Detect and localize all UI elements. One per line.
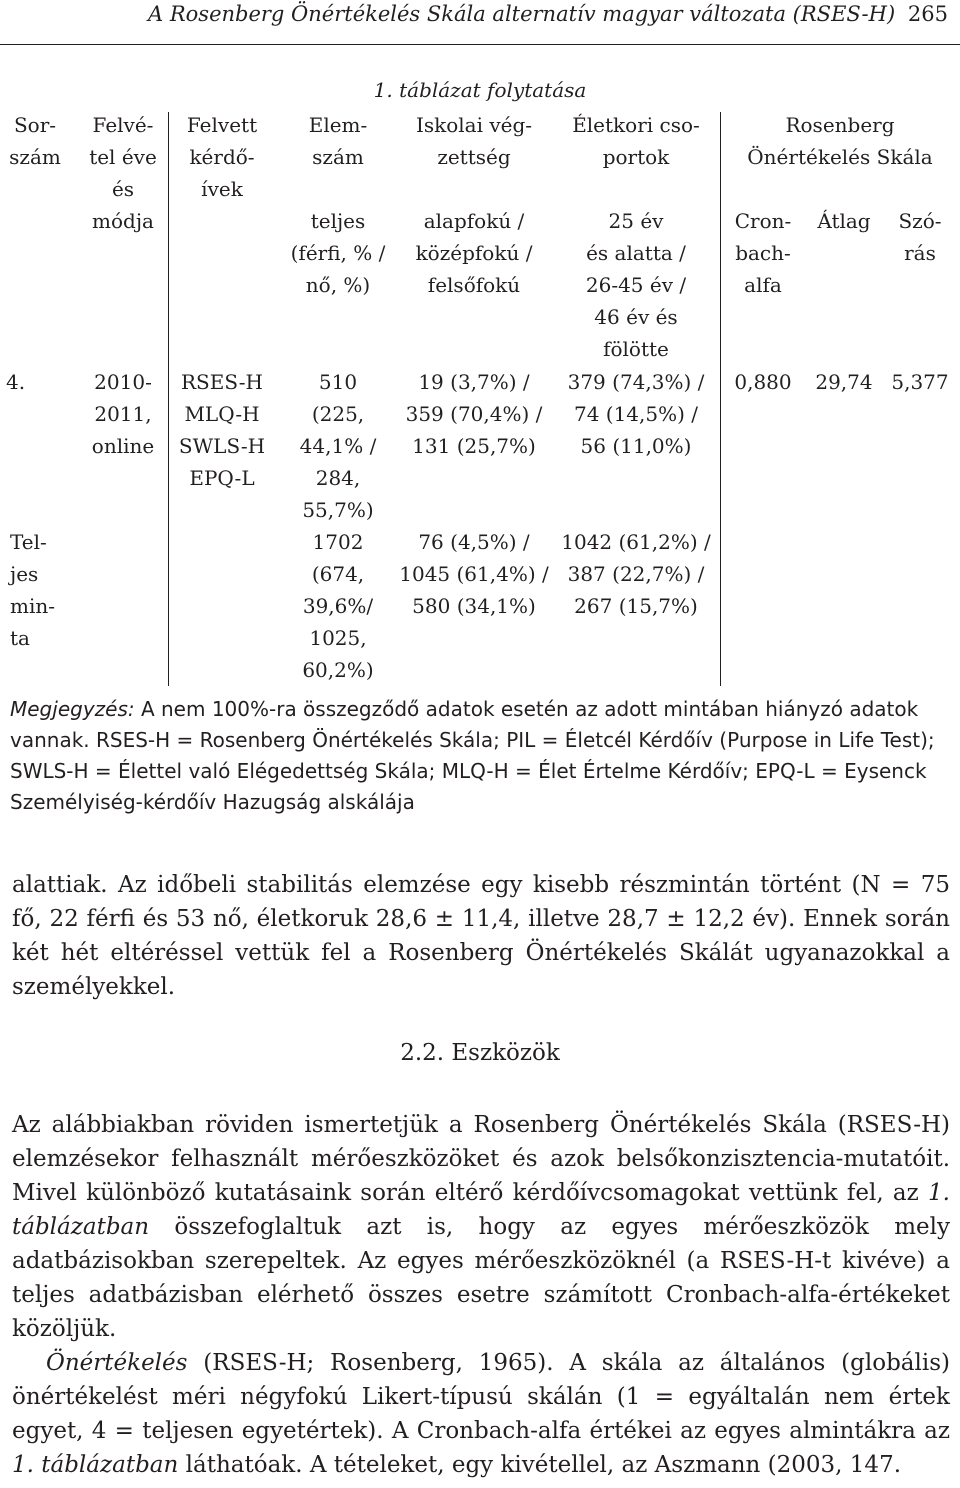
subheader-line: 25 év xyxy=(608,209,664,233)
subheader-line: 46 év és xyxy=(594,305,678,329)
col-header-eletkori xyxy=(556,109,716,173)
note-text: A nem 100%-ra összegződő adatok esetén az adott mintában hiányzó adatok vannak. RSES-H = Rosenberg Önértékelés Skála; PIL = Életcél Kérdőív (Purpose in Life Test); SWLS-H = Élettel való Elégedettség Skála; MLQ-H = Élet Értelme Kérdőív; EPQ-L = Eysenck Személyiség-kérdőív Hazugság alskálája xyxy=(10,697,935,814)
row2-iskolai xyxy=(398,526,550,622)
header-line: kérdő- xyxy=(189,145,255,169)
subheader-line: Cron- xyxy=(734,209,792,233)
row1-felvetel xyxy=(78,366,168,462)
subheader-line: bach- xyxy=(735,241,791,265)
cell-line: 74 (14,5%) / xyxy=(573,402,699,426)
cell-line: Tel- xyxy=(10,530,47,554)
subheader-elemszam xyxy=(288,205,388,301)
header-line: Önértékelés Skála xyxy=(747,145,933,169)
subheader-line: (férfi, % / xyxy=(290,241,386,265)
row1-szoras xyxy=(884,366,956,398)
header-line: Felvett xyxy=(186,113,258,137)
col-header-felvetel xyxy=(78,109,168,237)
header-line: Felvé- xyxy=(92,113,154,137)
header-line: Iskolai vég- xyxy=(415,113,533,137)
subheader-line: teljes xyxy=(310,209,366,233)
row1-elemszam xyxy=(288,366,388,526)
subheader-line: Szó- xyxy=(898,209,942,233)
cell-line: 0,880 xyxy=(734,370,792,394)
paragraph-text-part: (RSES-H; Rosenberg, 1965). A skála az általános (globális) önértékelést méri négyfokú Likert-típusú skálán (1 = egyáltalán nem értek egyet, 4 = teljesen egyetértek). A Cronbach-alfa értékei az egyes almintákra az xyxy=(12,1350,950,1444)
header-line: módja xyxy=(92,209,154,233)
paragraph-self-esteem xyxy=(12,1346,950,1482)
header-line: zettség xyxy=(437,145,511,169)
cell-line: 44,1% / xyxy=(299,434,377,458)
paragraph-stability xyxy=(12,868,950,1004)
term-onertekeles: Önértékelés xyxy=(46,1350,188,1376)
column-divider xyxy=(168,112,169,686)
cell-line: 55,7%) xyxy=(302,498,374,522)
col-header-kerdoivek xyxy=(170,109,274,205)
subheader-line: alapfokú / xyxy=(423,209,525,233)
row1-cronbach xyxy=(722,366,804,398)
running-header: A Rosenberg Önértékelés Skála alternatív magyar változata (RSES-H) xyxy=(148,2,896,26)
cell-line: 510 xyxy=(318,370,358,394)
header-line: szám xyxy=(9,145,61,169)
subheader-line: középfokú / xyxy=(415,241,533,265)
table-reference: 1. táblázatban xyxy=(12,1452,179,1478)
cell-line: 1042 (61,2%) / xyxy=(561,530,711,554)
subheader-iskolai xyxy=(398,205,550,301)
cell-line: SWLS-H xyxy=(178,434,266,458)
subheader-atlag xyxy=(806,205,882,237)
paragraph-text-part: összefoglaltuk azt is, hogy az egyes mérőeszközök mely adatbázisokban szerepeltek. Az egyes mérőeszközöknél (a RSES-H-t kivéve) a teljes adatbázisban elérhető összes esetre számított Cronbach-alfa-értékeket közöljük. xyxy=(12,1214,950,1342)
subheader-line: fölötte xyxy=(603,337,669,361)
header-line: ívek xyxy=(201,177,243,201)
subheader-line: nő, %) xyxy=(305,273,371,297)
cell-line: 1702 xyxy=(312,530,364,554)
col-header-rosenberg xyxy=(722,109,958,173)
subheader-line: 26-45 év / xyxy=(585,273,687,297)
col-header-elemszam xyxy=(288,109,388,173)
cell-line: 284, xyxy=(315,466,361,490)
cell-line: 2010- xyxy=(94,370,152,394)
header-rule xyxy=(0,44,960,45)
table-note xyxy=(10,694,950,818)
cell-line: EPQ-L xyxy=(189,466,255,490)
row2-eletkori xyxy=(556,526,716,622)
subheader-line: alfa xyxy=(744,273,782,297)
row2-sorszam xyxy=(2,526,54,654)
table-reference: 1. táblázatban xyxy=(12,1180,950,1240)
header-line: szám xyxy=(312,145,364,169)
row1-atlag xyxy=(806,366,882,398)
row1-sorszam xyxy=(2,366,46,398)
cell-line: 5,377 xyxy=(891,370,949,394)
cell-line: 580 (34,1%) xyxy=(412,594,536,618)
paragraph-text-part: Az alábbiakban röviden ismertetjük a Rosenberg Önértékelés Skála (RSES-H) elemzésekor felhasznált mérőeszközöket és azok belsőkonzisztencia-mutatóit. Mivel különböző kutatásaink során eltérő kérdőívcsomagokat vettünk fel, az xyxy=(12,1112,950,1206)
header-line: Életkori cso- xyxy=(572,113,700,137)
cell-line: 39,6%/ xyxy=(302,594,374,618)
subheader-cronbach xyxy=(722,205,804,301)
header-line: Elem- xyxy=(308,113,368,137)
cell-line: 1045 (61,4%) / xyxy=(399,562,549,586)
cell-line: ta xyxy=(10,626,30,650)
row1-iskolai xyxy=(398,366,550,462)
column-divider xyxy=(720,112,721,686)
cell-line: 2011, xyxy=(94,402,152,426)
header-line: és xyxy=(111,177,135,201)
cell-line: 19 (3,7%) / xyxy=(418,370,530,394)
subheader-eletkori xyxy=(556,205,716,365)
cell-line: 29,74 xyxy=(815,370,873,394)
paragraph-text xyxy=(12,1108,950,1346)
cell-line: (674, xyxy=(311,562,365,586)
cell-line: 267 (15,7%) xyxy=(574,594,698,618)
header-line: Sor- xyxy=(13,113,57,137)
cell-line: MLQ-H xyxy=(184,402,260,426)
header-line: tel éve xyxy=(89,145,157,169)
cell-line: 359 (70,4%) / xyxy=(405,402,543,426)
paragraph-text-part: láthatóak. A tételeket, egy kivétellel, az Aszmann (2003, 147. xyxy=(178,1452,902,1478)
paragraph-text: alattiak. Az időbeli stabilitás elemzése egy kisebb részmintán történt (N = 75 fő, 22 férfi és 53 nő, életkoruk 28,6 ± 11,4, illetve 28,7 ± 12,2 év). Ennek során két hét eltéréssel vettük fel a Rosenberg Önértékelés Skálát ugyanazokkal a személyekkel. xyxy=(12,872,950,1000)
cell-line: online xyxy=(91,434,155,458)
cell-line: jes xyxy=(10,562,39,586)
note-label: Megjegyzés: xyxy=(10,697,135,721)
cell-line: min- xyxy=(10,594,55,618)
cell-line: 131 (25,7%) xyxy=(412,434,536,458)
subheader-line: felsőfokú xyxy=(427,273,521,297)
row2-elemszam xyxy=(288,526,388,686)
cell-line: 4. xyxy=(6,370,26,394)
table-caption: 1. táblázat folytatása xyxy=(373,78,587,102)
subheader-szoras xyxy=(884,205,956,269)
page-number: 265 xyxy=(907,2,948,26)
cell-line: 387 (22,7%) / xyxy=(567,562,705,586)
subheader-line: és alatta / xyxy=(586,241,686,265)
cell-line: (225, xyxy=(311,402,365,426)
col-header-iskolai xyxy=(398,109,550,173)
header-line: Rosenberg xyxy=(785,113,895,137)
header-line: portok xyxy=(602,145,670,169)
subheader-line: Átlag xyxy=(817,209,871,233)
row1-eletkori xyxy=(556,366,716,462)
cell-line: 379 (74,3%) / xyxy=(567,370,705,394)
cell-line: 56 (11,0%) xyxy=(580,434,692,458)
paragraph-tools xyxy=(12,1108,950,1482)
row1-kerdoivek xyxy=(170,366,274,494)
cell-line: 60,2%) xyxy=(302,658,374,682)
col-header-sorszam xyxy=(2,109,68,173)
subheader-line: rás xyxy=(904,241,936,265)
cell-line: RSES-H xyxy=(181,370,263,394)
cell-line: 76 (4,5%) / xyxy=(418,530,530,554)
section-heading: 2.2. Eszközök xyxy=(400,1040,560,1066)
cell-line: 1025, xyxy=(309,626,367,650)
